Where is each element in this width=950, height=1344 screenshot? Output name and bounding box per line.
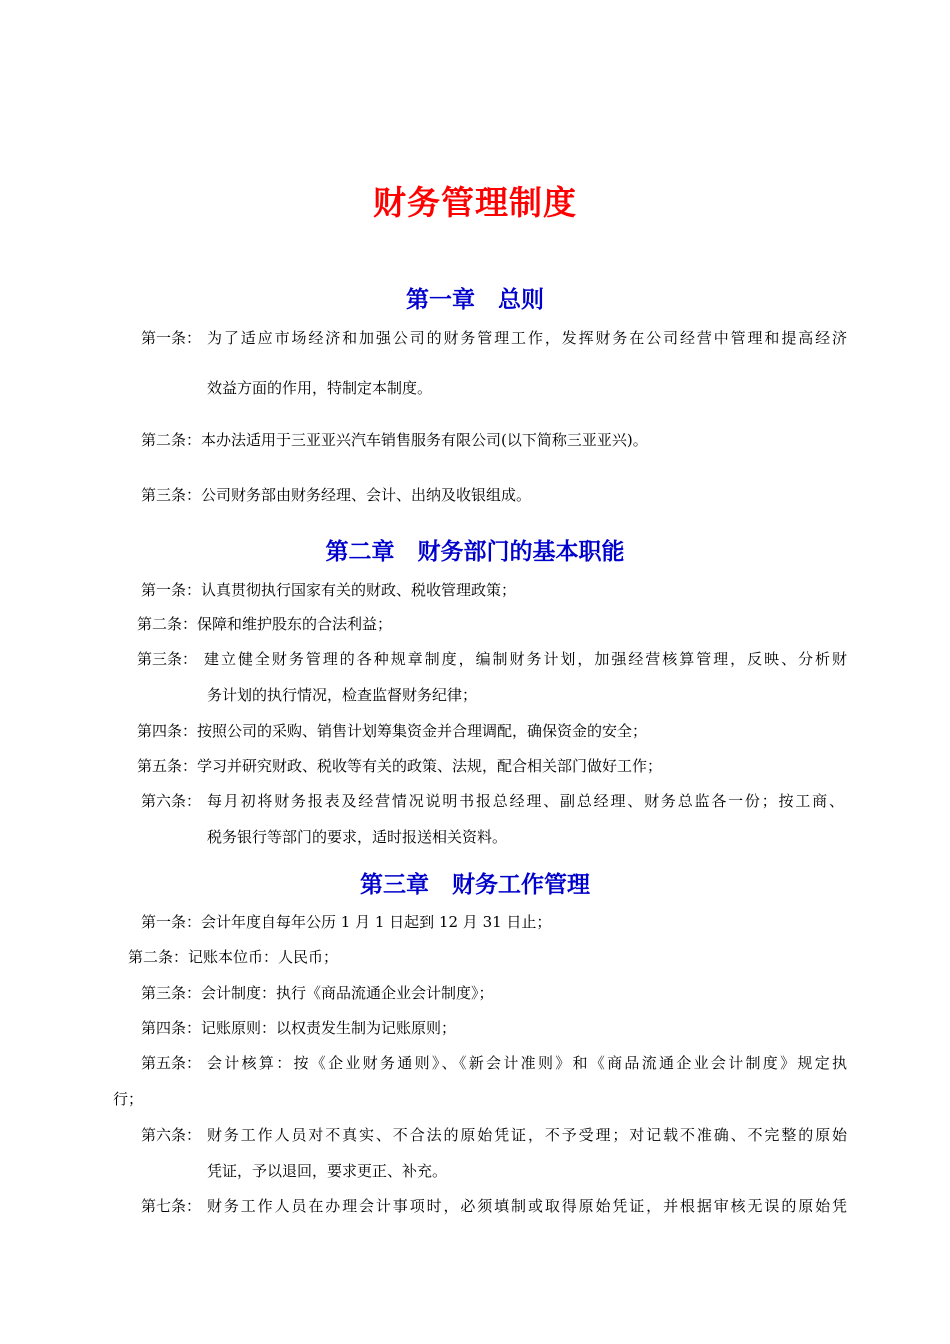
- article-label: 第五条：: [141, 1054, 202, 1072]
- article-label: 第五条：: [137, 757, 198, 775]
- article-text: 务计划的执行情况，检查监督财务纪律；: [207, 686, 478, 704]
- article-text: 会计制度：执行《商品流通企业会计制度》；: [201, 984, 494, 1002]
- article-label: 第一条：: [141, 329, 202, 347]
- article-label: 第六条：: [141, 792, 202, 810]
- article-text: 公司财务部由财务经理、会计、出纳及收银组成。: [201, 486, 532, 504]
- article-line: [141, 579, 516, 601]
- article-line: [141, 327, 201, 349]
- article-line: [137, 755, 662, 777]
- chapter-heading: 第二章 财务部门的基本职能: [325, 539, 625, 565]
- chapter-heading: 第一章 总则: [406, 287, 544, 313]
- article-line: [137, 720, 647, 742]
- article-label: 第七条：: [141, 1197, 202, 1215]
- article-label: 第三条：: [141, 486, 202, 504]
- article-text: 凭证，予以退回，要求更正、补充。: [207, 1162, 448, 1180]
- chapter-heading: 第三章 财务工作管理: [360, 872, 590, 898]
- article-line: [141, 429, 648, 451]
- article-line: [141, 1124, 201, 1146]
- article-text: 税务银行等部门的要求，适时报送相关资料。: [207, 828, 508, 846]
- article-text: 财务工作人员对不真实、不合法的原始凭证，不予受理；对记载不准确、不完整的原始: [207, 1126, 847, 1144]
- article-text: 财务工作人员在办理会计事项时，必须填制或取得原始凭证，并根据审核无误的原始凭: [207, 1197, 847, 1215]
- article-text: 本办法适用于三亚亚兴汽车销售服务有限公司(以下简称三亚亚兴)。: [201, 431, 648, 449]
- article-label: 第二条：: [141, 431, 202, 449]
- article-text: 按照公司的采购、销售计划筹集资金并合理调配，确保资金的安全；: [197, 722, 648, 740]
- article-line: [141, 1195, 201, 1217]
- document-title: 财务管理制度: [373, 183, 577, 222]
- article-text: 会计年度自每年公历 1 月 1 日起到 12 月 31 日止；: [201, 913, 552, 931]
- article-text: 建立健全财务管理的各种规章制度，编制财务计划，加强经营核算管理，反映、分析财: [204, 650, 847, 668]
- article-label: 第四条：: [141, 1019, 202, 1037]
- article-label: 第二条：: [137, 615, 198, 633]
- article-text: 保障和维护股东的合法利益；: [197, 615, 393, 633]
- article-text: 认真贯彻执行国家有关的财政、税收管理政策；: [201, 581, 517, 599]
- article-text: 学习并研究财政、税收等有关的政策、法规，配合相关部门做好工作；: [197, 757, 663, 775]
- article-label: 第三条：: [141, 984, 202, 1002]
- article-label: 第六条：: [141, 1126, 202, 1144]
- article-label: 第三条：: [137, 650, 198, 668]
- article-line: [141, 982, 494, 1004]
- article-line: [137, 648, 197, 670]
- article-line: [141, 484, 531, 506]
- article-label: 第一条：: [141, 913, 202, 931]
- article-text: 为了适应市场经济和加强公司的财务管理工作，发挥财务在公司经营中管理和提高经济: [207, 329, 847, 347]
- article-text: 记账原则：以权责发生制为记账原则；: [201, 1019, 457, 1037]
- article-text: 行；: [113, 1090, 144, 1108]
- article-text: 效益方面的作用，特制定本制度。: [207, 379, 433, 397]
- article-line: [141, 790, 201, 812]
- article-line: [137, 613, 392, 635]
- article-line: [141, 911, 551, 933]
- article-text: 会计核算：按《企业财务通则》、《新会计准则》和《商品流通企业会计制度》规定执: [207, 1054, 847, 1072]
- article-label: 第一条：: [141, 581, 202, 599]
- article-text: 记账本位币：人民币；: [188, 948, 339, 966]
- article-line: [128, 946, 338, 968]
- article-label: 第二条：: [128, 948, 189, 966]
- article-text: 每月初将财务报表及经营情况说明书报总经理、副总经理、财务总监各一份；按工商、: [207, 792, 844, 810]
- article-line: [141, 1017, 456, 1039]
- article-line: [141, 1052, 201, 1074]
- article-label: 第四条：: [137, 722, 198, 740]
